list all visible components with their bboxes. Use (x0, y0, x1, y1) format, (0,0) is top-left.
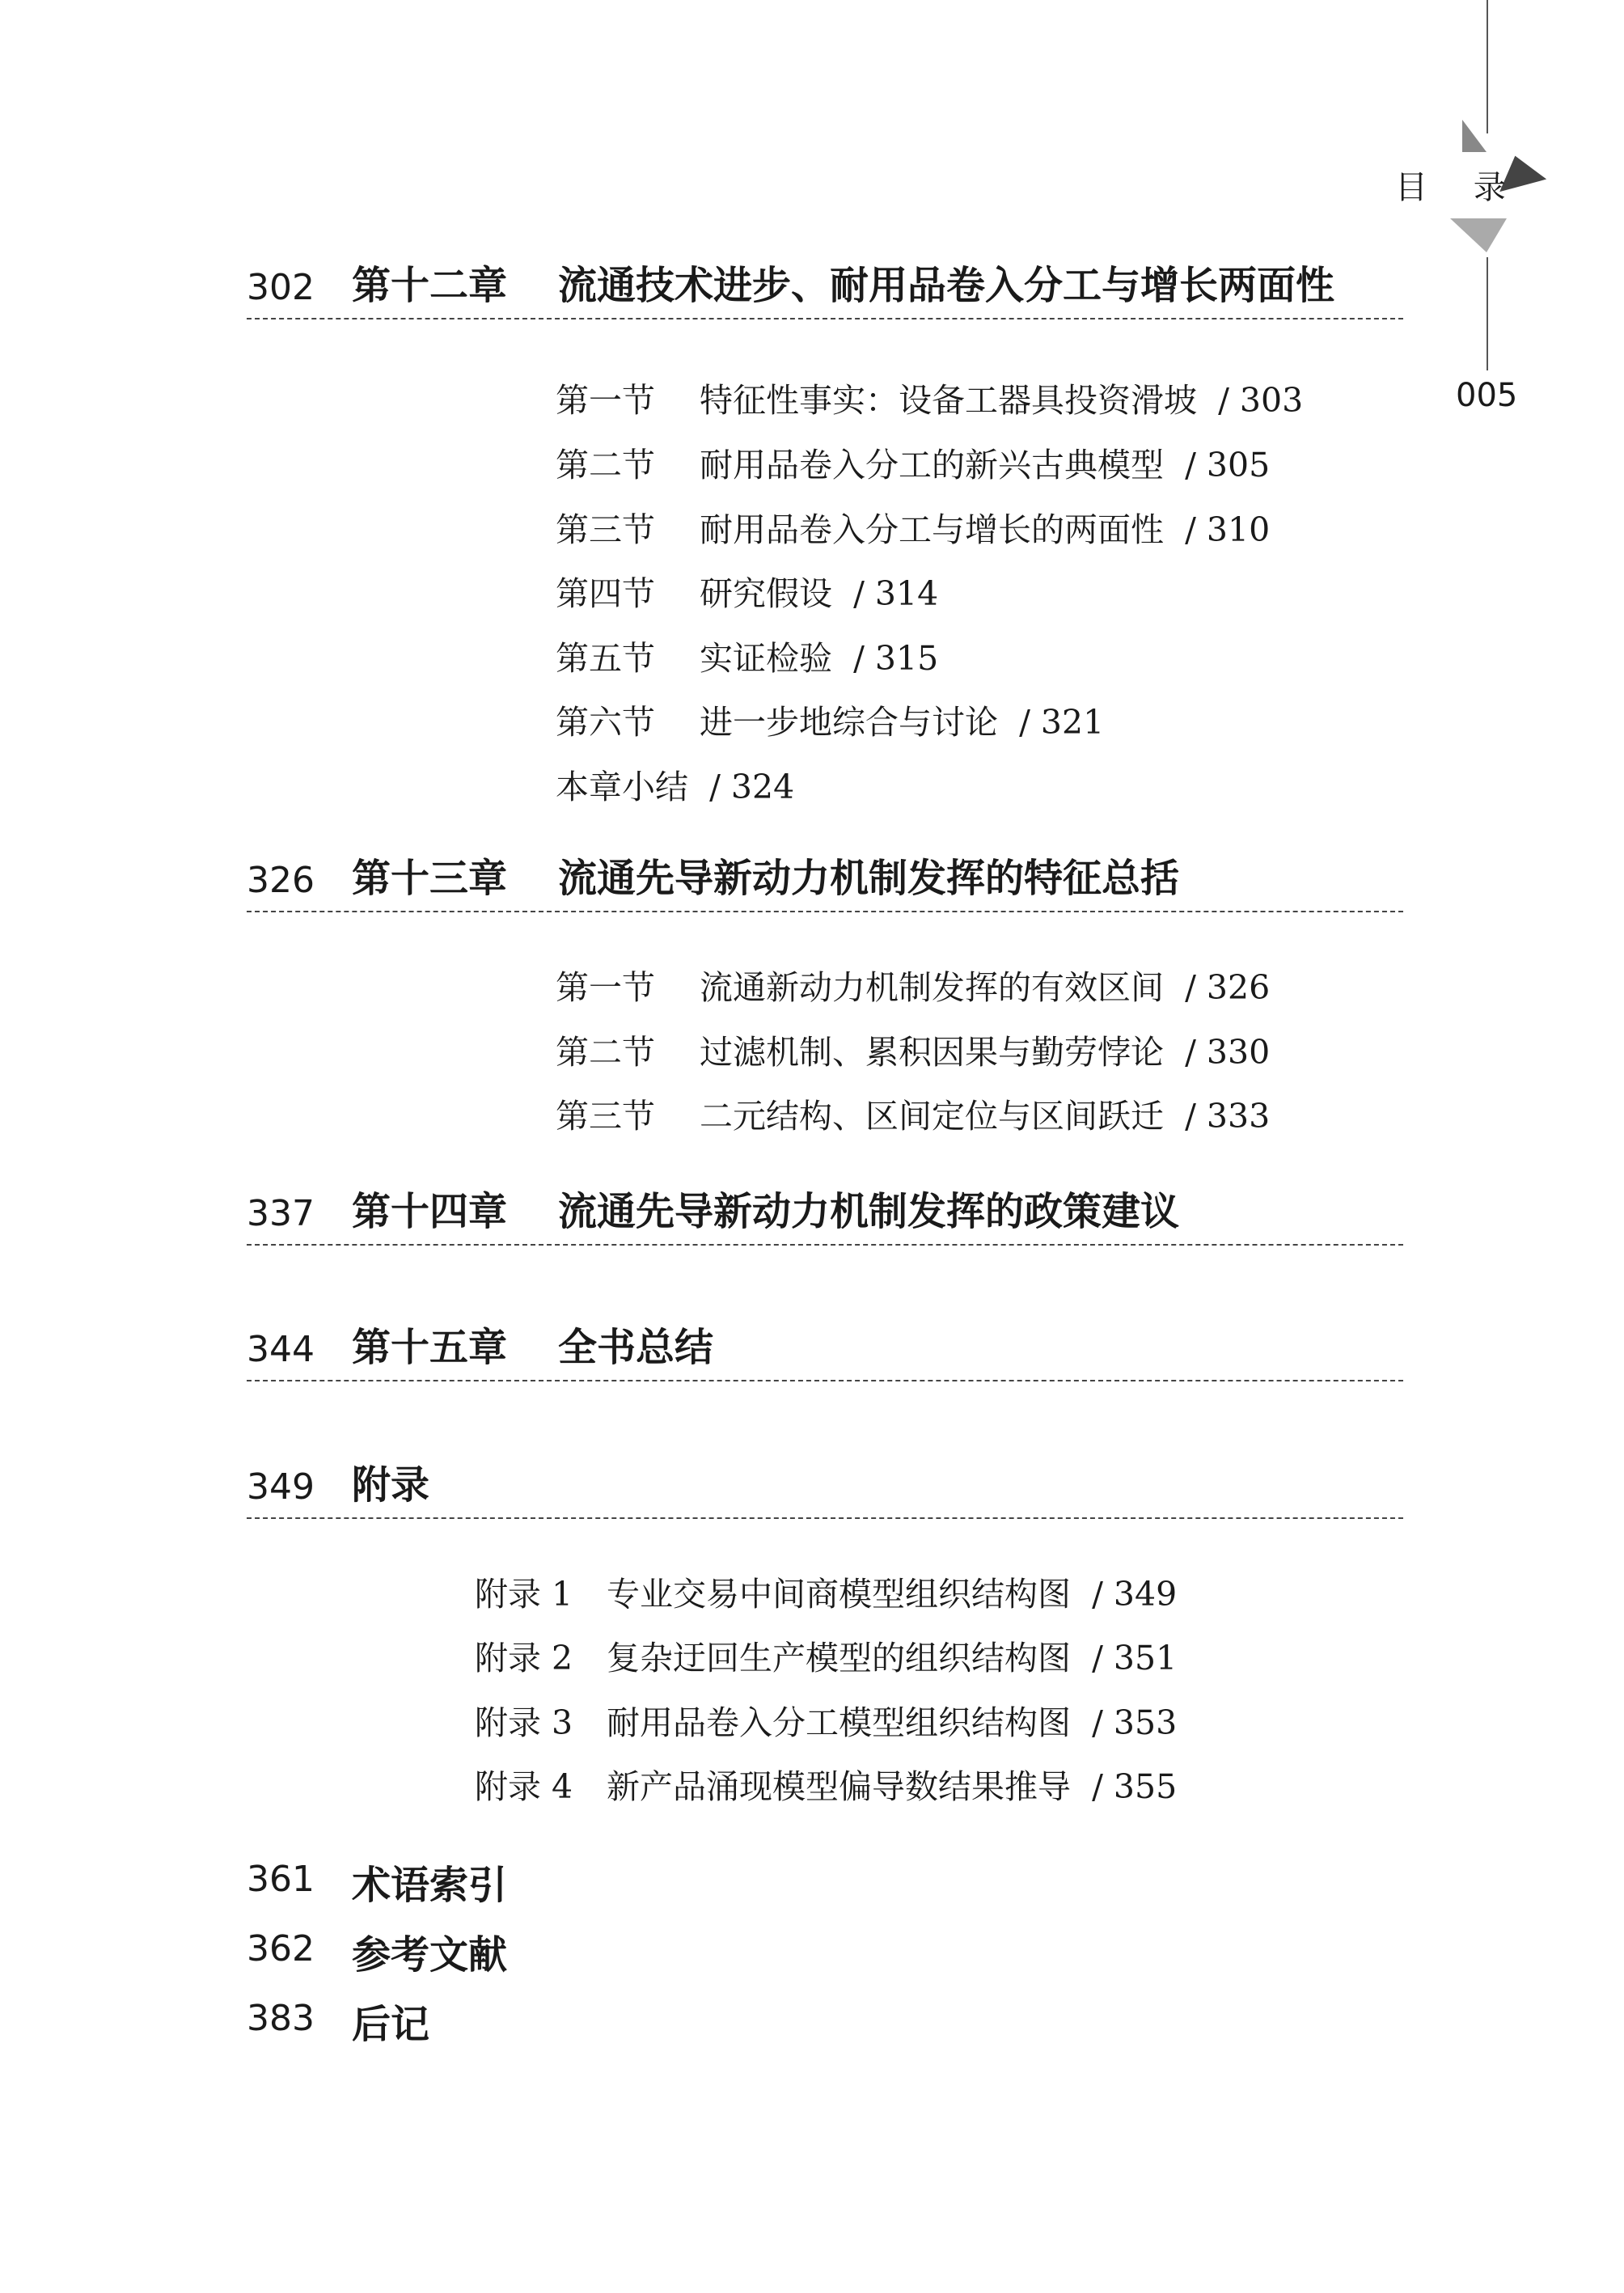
section-entry[interactable] (556, 1026, 1270, 1073)
section-page: / 314 (853, 574, 939, 613)
appendix-item[interactable] (475, 1760, 1177, 1808)
appendix-page: 349 (247, 1466, 315, 1508)
appendix-item-page: / 349 (1092, 1575, 1178, 1614)
chapter-number: 第十三章 (352, 856, 508, 901)
appendix-item-page: / 351 (1092, 1639, 1178, 1677)
section-title: 特征性事实：设备工器具投资滑坡 (700, 381, 1197, 420)
section-entry[interactable] (556, 1089, 1270, 1137)
appendix-item-title: 耐用品卷入分工模型组织结构图 (607, 1703, 1071, 1742)
chapter-page: 302 (247, 267, 315, 308)
chapter-page: 344 (247, 1329, 315, 1370)
chapter-title: 流通技术进步、耐用品卷入分工与增长两面性 (558, 263, 1335, 308)
section-title: 研究假设 (700, 574, 832, 613)
section-entry[interactable] (556, 632, 938, 679)
section-entry[interactable] (556, 961, 1270, 1009)
section-label: 第四节 (556, 574, 655, 613)
section-label: 第三节 (556, 1097, 655, 1136)
dashed-rule (247, 318, 1403, 319)
section-label: 第一节 (556, 968, 655, 1007)
section-title: 流通新动力机制发挥的有效区间 (700, 968, 1164, 1007)
section-title: 耐用品卷入分工与增长的两面性 (700, 510, 1164, 549)
chapter-page: 326 (247, 860, 315, 901)
appendix-item-title: 复杂迂回生产模型的组织结构图 (607, 1639, 1071, 1677)
section-label: 第六节 (556, 703, 655, 742)
chapter-entry[interactable] (247, 263, 1403, 319)
section-label: 第三节 (556, 510, 655, 549)
section-page: / 310 (1185, 510, 1271, 549)
section-entry[interactable] (556, 438, 1270, 486)
summary-title: 本章小结 (556, 768, 688, 806)
appendix-item-label: 附录 3 (475, 1703, 573, 1742)
section-page: / 315 (853, 639, 939, 678)
section-label: 第二节 (556, 1033, 655, 1072)
dashed-rule (247, 911, 1403, 912)
section-page: / 303 (1218, 381, 1304, 420)
section-title: 耐用品卷入分工的新兴古典模型 (700, 446, 1164, 484)
entry-title: 术语索引 (352, 1863, 508, 1908)
appendix-entry[interactable] (247, 1462, 1403, 1519)
section-page: / 326 (1185, 968, 1271, 1007)
section-page: / 330 (1185, 1033, 1271, 1072)
section-title: 实证检验 (700, 639, 832, 678)
chapter-title: 流通先导新动力机制发挥的特征总括 (558, 856, 1180, 901)
page-number: 005 (1456, 377, 1518, 414)
chapter-entry[interactable] (247, 856, 1403, 912)
appendix-title: 附录 (352, 1462, 430, 1508)
dashed-rule (247, 1380, 1403, 1381)
section-entry[interactable] (556, 374, 1303, 421)
chapter-entry[interactable] (247, 1325, 1403, 1381)
section-title: 过滤机制、累积因果与勤劳悖论 (700, 1033, 1164, 1072)
entry-title: 后记 (352, 2002, 430, 2047)
appendix-item[interactable] (475, 1567, 1177, 1615)
appendix-item-label: 附录 2 (475, 1639, 573, 1677)
appendix-item-title: 新产品涌现模型偏导数结果推导 (607, 1767, 1071, 1806)
section-label: 第五节 (556, 639, 655, 678)
entry-page: 361 (247, 1859, 315, 1900)
chapter-entry[interactable] (247, 1189, 1403, 1246)
dashed-rule (247, 1244, 1403, 1246)
section-page: / 333 (1185, 1097, 1271, 1136)
appendix-item[interactable] (475, 1696, 1177, 1744)
chapter-title: 流通先导新动力机制发挥的政策建议 (558, 1189, 1180, 1234)
appendix-item-label: 附录 1 (475, 1575, 573, 1614)
chapter-number: 第十二章 (352, 263, 508, 308)
section-title: 进一步地综合与讨论 (700, 703, 998, 742)
entry-title: 参考文献 (352, 1932, 508, 1978)
section-page: / 321 (1019, 703, 1105, 742)
section-page: / 305 (1185, 446, 1271, 484)
appendix-item[interactable] (475, 1631, 1177, 1679)
section-entry[interactable] (556, 567, 938, 615)
entry-page: 362 (247, 1928, 315, 1969)
chapter-number: 第十四章 (352, 1189, 508, 1234)
appendix-item-title: 专业交易中间商模型组织结构图 (607, 1575, 1071, 1614)
entry-page: 383 (247, 1998, 315, 2039)
section-entry[interactable] (556, 696, 1104, 743)
chapter-page: 337 (247, 1193, 315, 1234)
header-section-label: 目 录 (1395, 169, 1524, 206)
section-label: 第一节 (556, 381, 655, 420)
section-title: 二元结构、区间定位与区间跃迁 (700, 1097, 1164, 1136)
section-entry[interactable] (556, 503, 1270, 551)
appendix-item-label: 附录 4 (475, 1767, 573, 1806)
appendix-item-page: / 355 (1092, 1767, 1178, 1806)
section-label: 第二节 (556, 446, 655, 484)
chapter-number: 第十五章 (352, 1325, 508, 1370)
appendix-item-page: / 353 (1092, 1703, 1178, 1742)
summary-page: / 324 (709, 768, 795, 806)
chapter-summary-entry[interactable] (556, 760, 794, 808)
dashed-rule (247, 1517, 1403, 1519)
chapter-title: 全书总结 (558, 1325, 714, 1370)
